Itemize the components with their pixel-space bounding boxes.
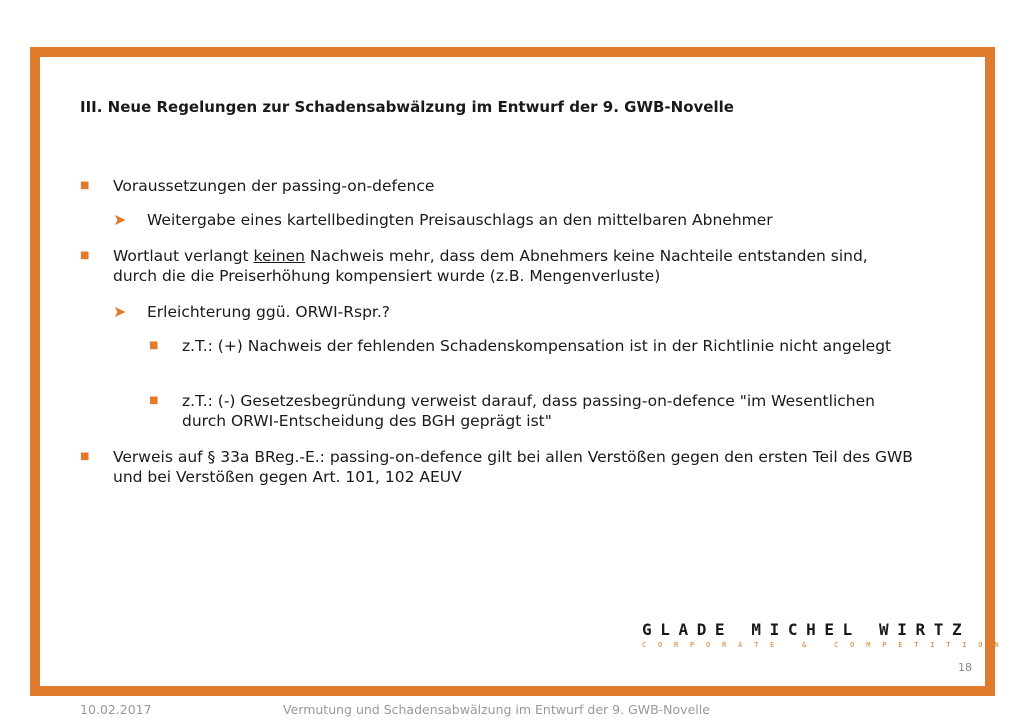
bullet-text: z.T.: (-) Gesetzesbegründung verweist darauf, dass passing-on-defence "im Wesentlichen durch ORWI-Entscheidung des BGH geprägt ist" [182, 392, 875, 430]
footer-title: Vermutung und Schadensabwälzung im Entwurf der 9. GWB-Novelle [283, 702, 710, 717]
square-bullet-icon: ■ [80, 180, 90, 191]
company-logo-name: GLADE MICHEL WIRTZ [642, 620, 971, 639]
bullet-item-4 [113, 302, 937, 322]
bullet-text: Erleichterung ggü. ORWI-Rspr.? [147, 303, 391, 321]
square-bullet-icon: ■ [149, 340, 159, 351]
bullet-text: Verweis auf § 33a BReg.-E.: passing-on-defence gilt bei allen Verstößen gegen den ersten Teil des GWB und bei Verstößen gegen Art. 101, 102 AEUV [113, 448, 913, 486]
bullet-text-pre: Wortlaut verlangt [113, 247, 254, 265]
page-number: 18 [958, 661, 972, 674]
square-bullet-icon: ■ [80, 451, 90, 462]
square-bullet-icon: ■ [149, 395, 159, 406]
footer-date: 10.02.2017 [80, 702, 152, 717]
bullet-item-7 [80, 447, 933, 487]
bullet-text-post: Nachweis mehr, dass dem Abnehmers keine Nachteile entstanden sind, durch die die Preiserhöhung kompensiert wurde (z.B. Mengenverluste) [113, 247, 868, 285]
bullet-text: z.T.: (+) Nachweis der fehlenden Schadenskompensation ist in der Richtlinie nicht angelegt [182, 337, 892, 355]
slide-title: III. Neue Regelungen zur Schadensabwälzung im Entwurf der 9. GWB-Novelle [80, 98, 734, 116]
company-logo-tagline: CORPORATE & COMPETITION [642, 641, 1011, 649]
bullet-item-3 [80, 246, 913, 286]
bullet-item-1 [80, 176, 943, 196]
bullet-item-5 [149, 336, 917, 356]
bullet-text-emphasis: keinen [253, 247, 305, 265]
bullet-text: Weitergabe eines kartellbedingten Preisauschlags an den mittelbaren Abnehmer [147, 211, 773, 229]
bullet-text: Voraussetzungen der passing-on-defence [113, 177, 435, 195]
arrowhead-bullet-icon: ➤ [113, 302, 127, 321]
arrowhead-bullet-icon: ➤ [113, 210, 127, 229]
bullet-item-6 [149, 391, 882, 431]
square-bullet-icon: ■ [80, 250, 90, 261]
bullet-item-2 [113, 210, 947, 230]
slide-frame [30, 47, 995, 696]
